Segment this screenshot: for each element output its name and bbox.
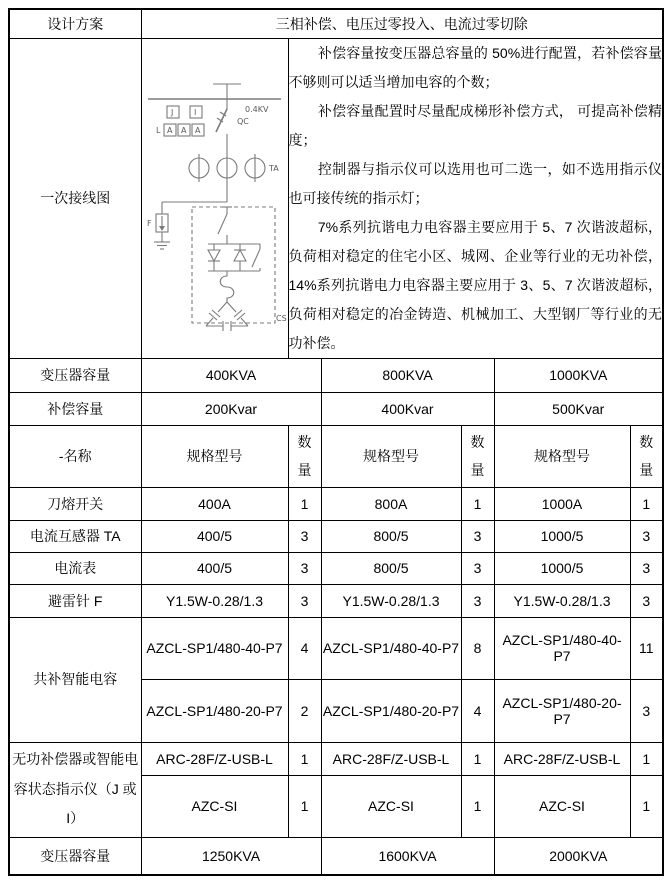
qty-column-header: 数量 [630, 425, 663, 487]
group-label: 共补智能电容 [9, 617, 141, 742]
group-label: 无功补偿器或智能电容状态指示仪（J 或 I） [9, 742, 141, 837]
component-label: 电流表 [9, 552, 141, 584]
spec-cell: 400A [141, 487, 288, 520]
group-row [9, 617, 663, 679]
component-label: 刀熔开关 [9, 487, 141, 520]
qty-cell: 4 [461, 679, 494, 742]
meter-j-label: J [171, 108, 174, 117]
internal-switch-icon [218, 207, 232, 244]
qty-cell: 11 [630, 617, 663, 679]
transformer-capacity-value: 1000KVA [494, 358, 663, 392]
qty-cell: 3 [288, 584, 321, 617]
bottom-capacity-value: 1600KVA [321, 837, 494, 875]
spec-cell: Y1.5W-0.28/1.3 [141, 584, 288, 617]
qty-column-header: 数量 [461, 425, 494, 487]
spec-cell: 400/5 [141, 552, 288, 584]
component-label: 电流互感器 TA [9, 520, 141, 552]
component-label: 避雷针 F [9, 584, 141, 617]
one-line-diagram [142, 54, 287, 342]
spec-cell: 1000/5 [494, 520, 630, 552]
qty-cell: 1 [630, 487, 663, 520]
spec-cell: ARC-28F/Z-USB-L [321, 742, 461, 775]
qty-cell: 1 [288, 742, 321, 775]
spec-cell: Y1.5W-0.28/1.3 [321, 584, 461, 617]
column-header-row [9, 425, 663, 487]
compensation-capacity-value: 500Kvar [494, 392, 663, 425]
spec-cell: 800/5 [321, 552, 461, 584]
bottom-capacity-value: 2000KVA [494, 837, 663, 875]
ground-icon [154, 242, 170, 249]
spec-cell: 400/5 [141, 520, 288, 552]
compensation-spec-table [8, 8, 664, 876]
component-row [9, 520, 663, 552]
reactor-coil-icon [220, 271, 234, 302]
qty-cell: 1 [288, 487, 321, 520]
note-paragraph: 控制器与指示仪可以选用也可二选一，如不选用指示仪也可接传统的指示灯； [288, 160, 662, 206]
transformer-capacity-row [9, 358, 663, 392]
qty-cell: 3 [630, 679, 663, 742]
bottom-capacity-value: 1250KVA [141, 837, 321, 875]
qty-cell: 4 [288, 617, 321, 679]
qty-cell: 1 [461, 487, 494, 520]
qty-cell: 3 [461, 520, 494, 552]
design-scheme-value: 三相补偿、电压过零投入、电流过零切除 [141, 9, 663, 38]
name-column-header: -名称 [9, 425, 141, 487]
qc-switch-label: QC [237, 117, 249, 126]
qty-cell: 3 [288, 552, 321, 584]
spec-cell: ARC-28F/Z-USB-L [494, 742, 630, 775]
qty-cell: 1 [288, 775, 321, 837]
component-row [9, 552, 663, 584]
spec-column-header: 规格型号 [494, 425, 630, 487]
spec-cell: AZCL-SP1/480-40-P7 [321, 617, 461, 679]
diagram-row [9, 38, 663, 358]
delta-capacitor-icon [206, 302, 248, 331]
spec-cell: AZC-SI [321, 775, 461, 837]
incoming-feeder-icon [213, 84, 241, 99]
spec-cell: 800/5 [321, 520, 461, 552]
capacitor-bank-label: CS [276, 314, 287, 323]
meter-boxes-icon [156, 106, 204, 136]
spec-cell: AZCL-SP1/480-40-P7 [494, 617, 630, 679]
one-line-diagram-cell [141, 38, 288, 358]
meter-l-label: L [156, 126, 161, 135]
compensation-capacity-value: 400Kvar [321, 392, 494, 425]
spec-cell: AZCL-SP1/480-20-P7 [321, 679, 461, 742]
spec-cell: AZC-SI [141, 775, 288, 837]
spec-cell: 800A [321, 487, 461, 520]
qty-cell: 1 [461, 742, 494, 775]
spec-cell: ARC-28F/Z-USB-L [141, 742, 288, 775]
note-paragraph: 补偿容量配置时尽量配成梯形补偿方式， 可提高补偿精度； [288, 102, 662, 148]
compensation-capacity-value: 200Kvar [141, 392, 321, 425]
diagram-label: 一次接线图 [9, 38, 141, 358]
spec-column-header: 规格型号 [141, 425, 288, 487]
note-paragraph: 7%系列抗谐电力电容器主要应用于 5、7 次谐波超标，负荷相对稳定的住宅小区、城网、企业等行业的无功补偿，14%系列抗谐电力电容器主要应用于 3、5、7 次谐波超标，负荷相对稳定的冶金铸造、机械加工、大型钢厂等行业的无功补偿。 [288, 218, 662, 351]
group-row [9, 742, 663, 775]
qty-cell: 3 [461, 552, 494, 584]
qty-cell: 3 [630, 552, 663, 584]
bottom-capacity-label: 变压器容量 [9, 837, 141, 875]
qty-cell: 2 [288, 679, 321, 742]
bus-voltage-label: 0.4KV [245, 105, 269, 114]
meter-a2-label: A [181, 126, 187, 135]
qty-cell: 1 [461, 775, 494, 837]
transformer-capacity-value: 400KVA [141, 358, 321, 392]
meter-a3-label: A [195, 126, 201, 135]
note-paragraph: 补偿容量按变压器总容量的 50%进行配置，若补偿容量不够则可以适当增加电容的个数； [288, 44, 662, 90]
component-row [9, 584, 663, 617]
qty-cell: 8 [461, 617, 494, 679]
qty-cell: 1 [630, 775, 663, 837]
component-row [9, 487, 663, 520]
transformer-capacity-value: 800KVA [321, 358, 494, 392]
spec-cell: Y1.5W-0.28/1.3 [494, 584, 630, 617]
cs-dashed-box [192, 207, 275, 323]
qty-cell: 3 [461, 584, 494, 617]
compensation-capacity-row [9, 392, 663, 425]
spec-column-header: 规格型号 [321, 425, 461, 487]
ct-label: TA [269, 164, 279, 173]
ct-circles-icon [189, 154, 265, 182]
meter-i-label: I [194, 108, 197, 117]
qty-cell: 1 [630, 742, 663, 775]
compensation-capacity-label: 补偿容量 [9, 392, 141, 425]
design-scheme-label: 设计方案 [9, 9, 141, 38]
spec-cell: 1000/5 [494, 552, 630, 584]
qty-column-header: 数量 [288, 425, 321, 487]
qty-cell: 3 [630, 520, 663, 552]
design-scheme-row [9, 9, 663, 38]
spec-cell: AZC-SI [494, 775, 630, 837]
meter-a1-label: A [167, 126, 173, 135]
qc-switch-icon [216, 99, 227, 154]
spec-cell: 1000A [494, 487, 630, 520]
arrester-label: F [147, 219, 152, 228]
qty-cell: 3 [630, 584, 663, 617]
spec-cell: AZCL-SP1/480-20-P7 [494, 679, 630, 742]
spec-cell: AZCL-SP1/480-20-P7 [141, 679, 288, 742]
thyristor-icon [208, 244, 260, 271]
bottom-capacity-row [9, 837, 663, 875]
design-notes-cell [288, 38, 663, 358]
transformer-capacity-label: 变压器容量 [9, 358, 141, 392]
qty-cell: 3 [288, 520, 321, 552]
spec-cell: AZCL-SP1/480-40-P7 [141, 617, 288, 679]
